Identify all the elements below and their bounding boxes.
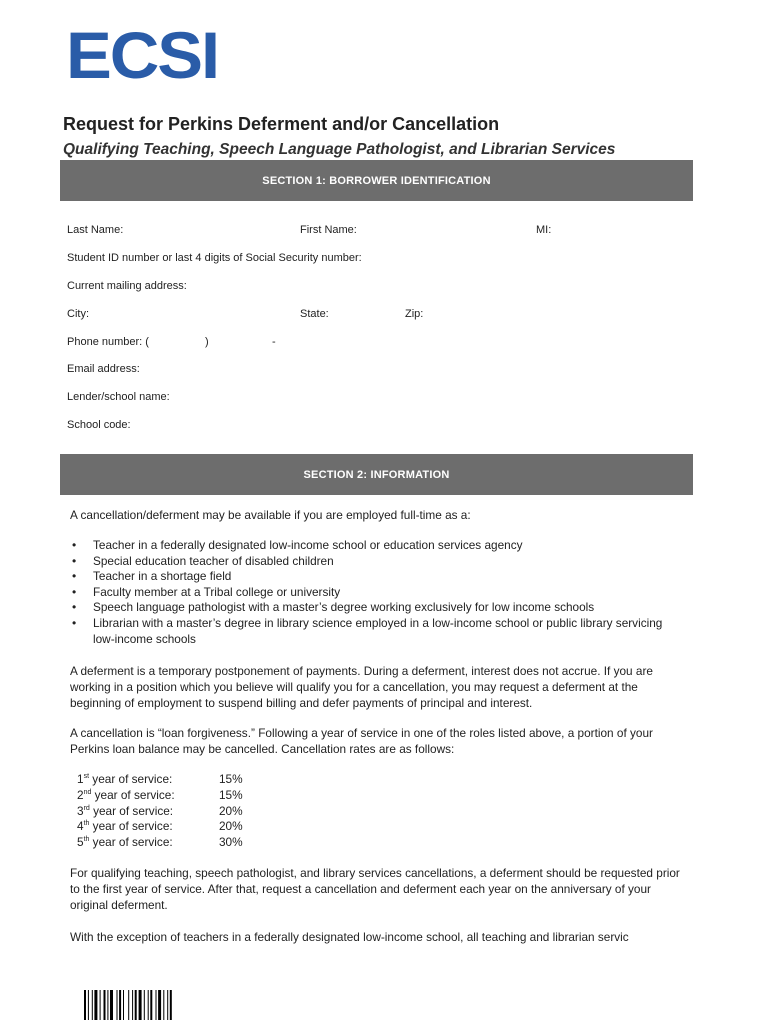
barcode-bar [100,990,101,1020]
barcode-bar [148,990,149,1020]
barcode-bar [170,990,172,1020]
section-1-header: SECTION 1: BORROWER IDENTIFICATION [60,160,693,201]
qualifying-paragraph: For qualifying teaching, speech pathologist, and library services cancellations, a deferment should be requested prior to the first year of service. After that, request a cancellation and deferment each year on the anniversary of your original deferment. [70,866,680,912]
eligibility-list [70,538,682,647]
cancellation-rates-table [77,772,243,851]
exception-paragraph: With the exception of teachers in a federally designated low-income school, all teaching and librarian servic [70,930,629,944]
barcode-bar [158,990,161,1020]
student-id-label: Student ID number or last 4 digits of Social Security number: [67,252,362,264]
phone-dash: - [272,336,276,348]
list-item: • Teacher in a shortage field [70,569,682,585]
document-subtitle: Qualifying Teaching, Speech Language Pathologist, and Librarian Services [63,141,616,158]
rate-value: 20% [219,819,243,834]
document-title: Request for Perkins Deferment and/or Cancellation [63,114,500,134]
barcode-bar [107,990,108,1020]
rate-year-label: 1st year of service: [77,772,173,786]
rate-value: 15% [219,772,243,786]
phone-label: Phone number: ( [67,336,149,348]
list-item: • Speech language pathologist with a master’s degree working exclusively for low income schools [70,600,682,616]
barcode-bar [135,990,137,1020]
cancellation-paragraph: A cancellation is “loan forgiveness.” Following a year of service in one of the roles listed above, a portion of your Perkins loan balance may be cancelled. Cancellation rates are as follows: [70,726,653,756]
barcode-bar [92,990,93,1020]
list-item: • Faculty member at a Tribal college or university [70,585,682,601]
barcode-bar [119,990,121,1020]
mi-label: MI: [536,224,552,236]
lender-label: Lender/school name: [67,391,170,403]
mailing-address-label: Current mailing address: [67,280,187,292]
rate-row [77,835,243,851]
first-name-label: First Name: [300,224,357,236]
rate-year-label: 5th year of service: [77,835,173,850]
rate-value: 15% [219,787,243,802]
barcode [84,990,202,1020]
rate-row [77,819,243,835]
list-item: • Librarian with a master’s degree in library science employed in a low-income school or public library servicing low-income schools [70,616,682,647]
ecsi-logo [66,26,218,81]
section-2-header: SECTION 2: INFORMATION [60,454,693,495]
barcode-bar [84,990,86,1020]
rate-year-label: 2nd year of service: [77,787,175,802]
logo-text: ECSI [66,26,218,81]
school-code-label: School code: [67,419,131,431]
eligibility-intro: A cancellation/deferment may be available if you are employed full-time as a: [70,508,471,522]
barcode-bar [167,990,168,1020]
barcode-bar [163,990,164,1020]
email-label: Email address: [67,363,140,375]
barcode-bar [139,990,142,1020]
barcode-bar [104,990,106,1020]
list-item: • Teacher in a federally designated low-income school or education services agency [70,538,682,554]
list-item: • Special education teacher of disabled children [70,554,682,570]
barcode-bar [156,990,157,1020]
state-label: State: [300,308,329,320]
rate-year-label: 3rd year of service: [77,803,174,818]
rate-year-label: 4th year of service: [77,819,173,834]
barcode-bar [128,990,129,1020]
barcode-bar [110,990,113,1020]
barcode-bar [123,990,124,1020]
last-name-label: Last Name: [67,224,124,236]
deferment-paragraph: A deferment is a temporary postponement of payments. During a deferment, interest does not accrue. If you are working in a position which you believe will qualify you for a cancellation, you may request a deferment at the beginning of employment to suspend billing and defer payments of principal and interest. [70,664,653,710]
rate-row [77,788,243,804]
barcode-bar [94,990,97,1020]
barcode-bar [117,990,118,1020]
zip-label: Zip: [405,308,424,320]
city-label: City: [67,308,89,320]
phone-close-paren: ) [205,336,209,348]
rate-value: 30% [219,835,243,850]
rate-row [77,772,243,788]
barcode-bar [150,990,152,1020]
barcode-bar [132,990,133,1020]
barcode-bar [88,990,89,1020]
rate-value: 20% [219,803,243,818]
barcode-bar [144,990,145,1020]
rate-row [77,804,243,820]
